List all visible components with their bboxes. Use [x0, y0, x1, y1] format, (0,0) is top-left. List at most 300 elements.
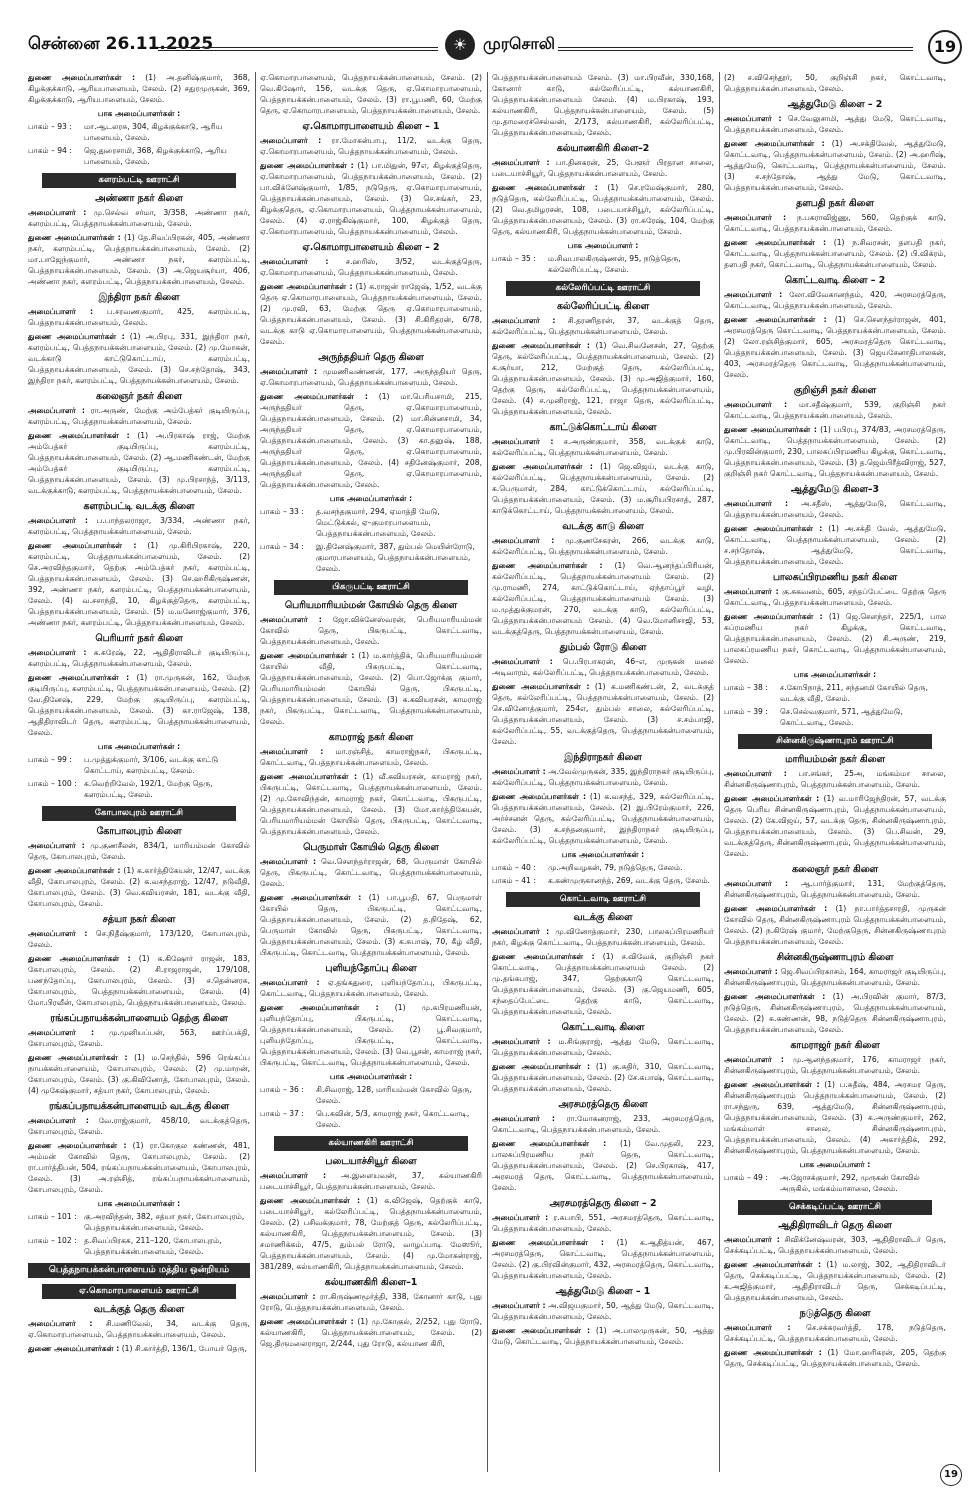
member-details: வே.ராஜ்குமார், 458/10, வடக்குத்தெரு, கோபாலபுரம், சேலம். [28, 1116, 250, 1136]
member-entry [492, 157, 714, 179]
role-label: அமைப்பாளர் : [28, 208, 87, 217]
member-details: ஏ.தங்கதுரை, புளியந்தோப்பு, பிகருபட்டி, கொட்டவாடி, பெத்தநாயக்கன்பாளையம், சேலம். [260, 978, 482, 998]
member-entry [724, 72, 946, 94]
member-entry [724, 113, 946, 135]
member-details: மா.ரஞ்சித், காமராஜ்நகர், பிகருபட்டி, கொட்டவாடி, பெத்தநாயக்கன்பாளையம், சேலம். [260, 747, 482, 767]
role-label: துணை அமைப்பாளர்கள் : [724, 524, 823, 533]
member-details: ஆ.பார்த்குமார், 131, மேற்குத்தெரு, சின்னகிருஷ்ணாபுரம், பெத்தநாயக்கன்பாளையம், சேலம். [724, 879, 946, 899]
member-entry [260, 771, 482, 837]
role-label: அமைப்பாளர் : [492, 927, 550, 936]
column-divider [487, 72, 488, 1472]
member-details: செ.சக்கரவர்த்தி, 178, நடுத்தெரு, செக்கடிப்பட்டி, பெத்தநாயக்கன்பாளையம், சேலம். [724, 1323, 946, 1343]
role-label: அமைப்பாளர் : [28, 1028, 95, 1037]
member-details: (1) செ.ரமேஷ்குமார், 280, நடுத்தெரு, கல்லேரிப்பட்டி, பெத்தநாயக்கன்பாளையம், சேலம். (2) வெ.தமிழரசன், 108, படையாச்சியூர், கல்லேரிப்பட்டி, பெத்தநாயக்கன்பாளையம், சேலம். (3) ரா.சுரேஷ், 104, மேற்கு தெரு, கல்யாணகிரி, பெத்தநாயக்கன்பாளையம், சேலம். [492, 183, 714, 236]
role-label: துணை அமைப்பாளர்கள் : [492, 952, 595, 961]
member-entry [260, 746, 482, 768]
role-label: துணை அமைப்பாளர்கள் : [724, 1080, 820, 1089]
member-details: (1) ப.சுதீஷ், 484, அரசமர தெரு, சின்னகிருஷ்ணாபுரம் பெத்தநாயக்கன்பாளையம், சேலம். (2) ரா.சந்துரு, 639, ஆத்துமேடு, சின்னகிருஷ்ணாபுரம், பெத்தநாயக்கன்பாளையம், சேலம். (3) சு.அருண்குமார், 262, மங்கம்மாள் சாலை, சின்னகிருஷ்ணாபுரம், பெத்தநாயக்கன்பாளையம், சேலம். (4) அகார்த்திக், 292, சின்னகிருஷ்ணாபுரம், பெத்தநாயக்கன்பாளையம், சேலம். [724, 1080, 946, 1155]
member-entry [724, 1347, 946, 1369]
member-entry [492, 461, 714, 516]
member-entry [724, 1054, 946, 1076]
member-entry [260, 135, 482, 157]
member-details: (1) செ.சௌந்தர்ராஜன், 401, அரசமரத்தெரு கொட்டவாடி, பெத்தநாயக்கன்பாளையம், சேலம். (2) லோ.ரஞ்சித்குமார், 605, அரசமரத்தெரு கொட்டவாடி, பெத்தநாயக்கன்பாளையம், சேலம். (3) ஜெயசேனாதிபாலகன், 403, அரசமரத்தெரு கொட்டவாடி, பெத்தநாயக்கன்பாளையம், சேலம். [724, 315, 946, 379]
member-details: ஜோ.விக்னேஸ்வரன், பெரியமாரியம்மன் கோவில் தெரு, பிகருபட்டி, கொட்டவாடி, பெத்தநாயக்கன்பாளையம், சேலம். [260, 615, 482, 646]
section-agent-details: மு.அறிவழகன், 79, நடுத்தெரு, சேலம். [548, 863, 683, 872]
member-details: மு.குணசீலன், 834/1, மாரியம்மன் கோவில் தெரு, கோபாலபுரம், சேலம். [28, 841, 250, 861]
role-label: அமைப்பாளர் : [28, 841, 85, 850]
branch-heading: படையாச்சியூர் கிளை [325, 1156, 417, 1167]
role-label: அமைப்பாளர் : [724, 769, 787, 778]
section-number: பாகம் – 102 : [28, 1236, 77, 1245]
member-details: ர.சுபாபி, 551, அரசமரத்தெரு, கொட்டவாடி, பெத்தநாயக்கன்பாளையம், சேலம். [492, 1213, 714, 1233]
section-agents-heading: பாக அமைப்பாளர்கள் : [329, 494, 413, 503]
role-label: அமைப்பாளர் : [260, 1171, 327, 1180]
member-entry [28, 1140, 250, 1195]
member-details: (1) ஜெ.விஜய், வடக்கு காடு, கல்லேரிப்பட்டி, பெத்தநாயக்கன்பாளையம், சேலம். (2) க.பெருமாள், 284, காட்டுக்கொட்டாய், கல்லேரிப்பட்டி, பெத்தநாயக்கன்பாளையம், சேலம். (3) ம.சூரியபிரசாத், 287, காடுக்கொட்டாய், பெத்தநாயக்கன்பாளையம், சேலம். [492, 462, 714, 515]
member-details: (1) ம.கார்த்திக், பெரியமாரியம்மன் கோயில் வீதி, பிகருபட்டி, கொட்டவாடி, பெத்தநாயக்கன்பாளையம், சேலம். (2) பொ.ஜோக்கு குமார், பெரியமாரியம்மன் கோயில் தெரு, பிகருபட்டி, பெத்தநாயக்கன்பாளையம், சேலம். (3) க.கவியரசன், காமராஜ் நகர், பிகருபட்டி, கொட்டவாடி, பெத்தநாயக்கன்பாளையம், சேலம். [260, 651, 482, 726]
member-details: (1) மு.கோகுல், 2/252, புது ரோடு, கல்யாணகிரி, பெத்தநாயக்கன்பாளையம், சேலம். (2) ஜெ.திருமலைராஜா, 2/244, புது ரோடு, கல்யாண கிரி, [260, 1317, 482, 1348]
member-details: ரா.மோகனராஜ், 233, அரசமரத்தெரு, கொட்டவாடி, பெத்தநாயக்கன்பாளையம், சேலம். [492, 1114, 714, 1134]
role-label: துணை அமைப்பாளர்கள் : [28, 1344, 120, 1353]
branch-heading: அண்ணா நகர் கிளை [95, 193, 183, 204]
role-label: துணை அமைப்பாளர்கள் : [28, 673, 130, 682]
member-entry [492, 315, 714, 337]
member-entry [28, 1027, 250, 1049]
member-entry [724, 498, 946, 520]
member-details: (1) சி.கார்த்தி, 136/1, போயர் தெரு, [121, 1344, 247, 1353]
section-agent-details: அ.ஜோசக்குமார், 292, முருகன் கோவில் அருகில், மங்கம்மாசாலை, சேலம். [780, 1173, 920, 1193]
section-number: பாகம் – 36 : [260, 1085, 304, 1094]
section-agents-heading: பாக அமைப்பாளர்கள் : [329, 1072, 413, 1081]
member-details: செ.நிதீஷ்குமார், 173/120, கோபாலபுரம், சேலம். [28, 929, 250, 949]
member-details: ரா.மோகன்பாபு, 11/2, வடக்கு தெரு, ஏ.கொமாரபாளையம், பெத்தநாயக்கன்பாளையம், சேலம். [260, 136, 482, 156]
section-agent-details: த.வசந்தகுமார், 294, ஏமாத்தி மேடு, மெட்டுக்கல், ஏ–குமாரபாளையம், பெத்தநாயக்கன்பாளையம், சேலம். [316, 507, 440, 538]
member-details: மு.ஆனந்தகுமார், 176, காமராஜர் நகர், சின்னகிருஷ்ணாபுரம், பெத்தநாயக்கன்பாளையம், சேலம். [724, 1055, 946, 1075]
member-details: (1) ச.விவேக், குறிஞ்சி நகர் கொட்டவாடி, பெத்தநாயக்கன்பாளையம் சேலம். (2) மு.தங்கபாஜ், 347, தெற்குகாடு கொட்டவாடி, பெத்தநாயக்கன்பாளையம், சேலம். (3) கு.ஜெயமணி, 605, சந்தைப்பேட்டை தெற்கு காடு, கொட்டவாடி, பெத்தநாயக்கன்பாளையம், சேலம். [492, 952, 714, 1016]
member-entry [492, 766, 714, 788]
panchayat-banner: கல்யாணகிரி ஊராட்சி [274, 1136, 468, 1151]
column-1 [28, 72, 250, 1472]
section-agent-row [260, 541, 482, 574]
member-entry [260, 391, 482, 490]
member-entry [724, 768, 946, 790]
member-entry [260, 1170, 482, 1192]
member-entry [260, 614, 482, 647]
role-label: துணை அமைப்பாளர்கள் : [724, 612, 823, 621]
panchayat-banner: சின்னகிருஷ்ணாபுரம் ஊராட்சி [738, 734, 932, 749]
role-label: அமைப்பாளர் : [492, 657, 553, 666]
member-entry [28, 1318, 250, 1340]
member-details: அ.இளையவன், 37, கல்யாணகிரி படையாச்சியூர், பெத்தநாயக்கன்பாளையம், சேலம். [260, 1171, 482, 1191]
member-entry [260, 366, 482, 388]
branch-heading: கலைஞர் நகர் கிளை [791, 864, 879, 875]
member-details: (1) க.ராஜன் ராஜேஷ், 1/52, வடக்கு தெரு ஏ.கொமாரபாளையம், பெத்தநாயக்கன்பாளையம், சேலம். (2) மு.ரவி, 63, மேற்கு தெரு ஏ.கொமாரபாளையம், பெத்தநாயக்கன்பாளையம், சேலம். (3) சி.கிரிதரன், 6/78, வடக்கு காடு ஏ.கொமாரபாளையம், பெத்தநாயக்கன்பாளையம், சேலம். [260, 282, 482, 346]
branch-heading: தும்பல் ரோடு கிளை [559, 642, 647, 653]
branch-heading: இந்திரா நகர் கிளை [98, 292, 180, 303]
role-label: துணை அமைப்பாளர்கள் : [260, 893, 362, 902]
member-entry [724, 966, 946, 988]
member-entry [724, 523, 946, 567]
member-details: மா.சதீஷ்குமார், 539, குறிஞ்சி நகர் கொட்டவாடி, பெத்தநாயக்கன்பாளையம், சேலம். [724, 400, 946, 420]
member-entry [724, 212, 946, 234]
member-details: (1) வ.மாரிஜேந்திரன், 57, வடக்கு தெரு பெரிய சின்னகிருஷ்ணாபுரம், பெத்தநாயக்கன்பாளையம், சேலம். (2) கே.விஜய், 57, வடக்கு தெரு, சின்னகிருஷ்ணாபுரம், பெத்தநாயக்கன்பாளையம், சேலம். (3) பெ.சிவன், 29, வடக்குத்தெரு, சின்னகிருஷ்ணாபுரம், பெத்தநாயக்கன்பாளையம், சேலம். [724, 794, 946, 858]
role-label: துணை அமைப்பாளர்கள் : [260, 392, 368, 401]
member-entry [28, 232, 250, 287]
member-details: (1) அ.பாலமுருகன், 50, ஆத்து மேடு, கொட்டவாடி, பெத்தநாயக்கன்பாளையம், சேலம். [492, 1326, 714, 1346]
member-entry [492, 1138, 714, 1193]
member-details: பெ.பிரபாகரன், 46–எ, முருகன் மலை அடிவாரம், கல்லேரிப்பட்டி, பெத்தநாயக்கன்பாளையம், சேலம். [492, 657, 714, 677]
member-details: (1) க.மணிகண்டன், 2, வடக்குத் தெரு, கல்லேரிப்பட்டி, பெத்தநாயக்கன்பாளையம், சேலம். (2) செ.வினோத்குமார், 254எ, தும்பல் சாலை, கல்லேரிப்பட்டி, பெத்தநாயக்கன்பாளையம், சேலம். (3) ச.சம்பாஜி, கல்லேரிப்பட்டி, 55, வடக்குத்தெரு, பெத்தநாயக்கன்பாளையம், சேலம். [492, 682, 714, 746]
member-entry [28, 331, 250, 386]
member-details: (1) அ.பிரவின் குமார், 87/3, நடுத்தெரு, சின்னகிருஷ்ணாபுரம், பெத்தநாயக்கன்பாளையம், சேலம். (2) சு.கண்ணன், 98, நடுத்தெரு சின்னகிருஷ்ணாபுரம், பெத்தநாயக்கன்பாளையம், சேலம். [724, 992, 946, 1034]
branch-heading: வடக்குத் தெரு கிளை [93, 1304, 185, 1315]
member-details: (1) ஜெ.சௌந்தர், 225/1, பால சுப்ரமணிய நகர் கிழக்கு, கொட்டவாடி, பெத்தநாயக்கன்பாளையம், சேலம். (2) சி.அருண், 219, பாலசுப்ரமணிய நகர், கொட்டவாடி, பெத்தநாயக்கன்பாளையம், சேலம். [724, 612, 946, 665]
section-agent-row [28, 145, 250, 167]
section-agent-details: சி.சிவராஜ், 128, மாரியம்மன் கோவில் தெரு, சேலம். [316, 1085, 472, 1105]
section-agent-details: ப.முத்துக்குமார், 3/106, வடக்கு காட்டு கொட்டாய், களரம்பட்டி, சேலம். [84, 755, 219, 775]
role-label: அமைப்பாளர் : [492, 1037, 551, 1046]
member-details: அ.சதீஸ், ஆத்துமேடு, கொட்டவாடி, பெத்தநாயக்கன்பாளையம், சேலம். [724, 499, 946, 519]
branch-heading: களரம்பட்டி வடக்கு கிளை [83, 501, 195, 512]
role-label: துணை அமைப்பாளர்கள் : [260, 1317, 354, 1326]
member-entry [724, 289, 946, 311]
role-label: துணை அமைப்பாளர்கள் : [492, 682, 590, 691]
member-entry [492, 1036, 714, 1058]
section-agents-heading: பாக அமைப்பாளர்கள் : [97, 1199, 181, 1208]
member-entry [492, 1300, 714, 1322]
member-details: (1) க.கிஷோர் ராஜன், 183, கோபாலபுரம், சேலம். (2) சி.ராஜராஜன், 179/108, பணந்தோப்பு, கோபாலபுரம், சேலம். (3) ச.தென்னரசு, கோபாலபுரம், பெத்தநாயக்கன்பாளையம், சேலம். (4) மோ.பிரவீன், கோபாலபுரம், பெத்தநாயக்கன்பாளையம், சேலம். [28, 954, 250, 1007]
member-details: (1) தே.சிவப்பிரகன், 405, அண்ணா நகர், களரம்பட்டி, பெத்தநாயக்கன்பாளையம், சேலம். (2) மா.பாஜேந்குமார், அண்ணா நகர், களரம்பட்டி, பெத்தநாயக்கன்பாளையம், சேலம். (3) அ.ஜெயசூர்யா, 406, அண்ணா நகர், களரம்பட்டி, பெத்தநாயக்கன்பாளையம், சேலம். [28, 233, 250, 286]
member-entry [492, 340, 714, 417]
member-details: அ.வேல்முருகன், 335, இந்திராநகர் குடியிருப்பு, கல்லேரிப்பட்டி, பெத்தநாயக்கன்பாளையம், சேலம். [492, 767, 714, 787]
member-entry [260, 1002, 482, 1068]
member-entry [28, 865, 250, 909]
role-label: அமைப்பாளர் : [724, 400, 788, 409]
sun-rising-icon: ☀ [445, 30, 475, 60]
member-details: ம.சிங்குராஜ், ஆத்து மேடு, கொட்டவாடி, பெத்தநாயக்கன்பாளையம், சேலம். [492, 1037, 714, 1057]
member-entry [724, 314, 946, 380]
role-label: துணை அமைப்பாளர்கள் : [260, 282, 353, 291]
member-details: (1) க.ஆதித்யன், 467, அரசமரத்தெரு, கொட்டவாடி, பெத்தநாயக்கன்பாளையம், சேலம். (2) கு.பிரவின்குமார், 432, அரசமரத்தெரு, கொட்டவாடி, பெத்தநாயக்கன்பாளையம், சேலம். [492, 1238, 714, 1280]
member-entry [724, 1322, 946, 1344]
role-label: துணை அமைப்பாளர்கள் : [492, 561, 603, 570]
section-agent-details: க.வெற்றிவேல், 192/1, மேற்கு தெரு, களரம்பட்டி, சேலம். [84, 779, 213, 799]
member-details: பா.தினகரன், 25, பேளூர் பிரதான சாலை, படையாச்சியூர், பெத்தநாயக்கன்பாளையம், சேலம். [492, 158, 714, 178]
role-label: அமைப்பாளர் : [28, 516, 88, 525]
section-number: பாகம் – 99 : [28, 755, 72, 764]
section-agent-details: ஜெ.துரைசாமி, 368, கிழக்குக்காடு, ஆரிய பாளையம், சேலம். [84, 146, 227, 166]
member-details: ப.பாந்தலராஜா, 3/334, அண்ணா நகர், களரம்பட்டி, பெத்தநாயக்கன்பாளையம், சேலம். [28, 516, 250, 536]
role-label: துணை அமைப்பாளர்கள் : [28, 332, 125, 341]
section-agents-heading: பாக அமைப்பாளர் : [799, 1160, 871, 1169]
role-label: துணை அமைப்பாளர்கள் : [724, 238, 826, 247]
member-details: (1) ரா.கோகுல கண்ணன், 481, அம்மன் கோவில் தெரு, கோபாலபுரம், சேலம். (2) ரா.பார்த்திபன், 504, ரங்கப்பநாயக்கன்பாளையம், கோபாலபுரம், சேலம். (3) அ.ரஞ்சித், ரங்கப்பநாயக்கன்பாளையம், கோபாலபுரம், சேலம். [28, 1141, 250, 1194]
role-label: துணை அமைப்பாளர்கள் : [28, 73, 135, 82]
member-entry [724, 138, 946, 193]
branch-heading: ஆத்துமேடு கிளை – 1 [555, 1286, 651, 1297]
member-details: ரா.அருண், மேற்கு அம்பேத்கர் குடியிருப்பு, களரம்பட்டி, பெத்தநாயக்கன்பாளையம், சேலம். [28, 406, 250, 426]
role-label: அமைப்பாளர் : [28, 406, 85, 415]
section-agent-details: த.சிவப்பிரகசு, 211–120, கோபாலபுரம், பெத்தநாயக்கன்பாளையம், சேலம். [84, 1236, 222, 1256]
member-entry [28, 1115, 250, 1137]
section-agent-row [28, 1235, 250, 1257]
branch-heading: சின்னகிருஷ்ணாபுரம் கிளை [776, 952, 894, 963]
column-divider [719, 72, 720, 1472]
member-details: ந.பகராவிஜ்ணு, 560, தெற்குக் காடு, கொட்டவாடி, பெத்தநாயக்கன்பாளையம், சேலம். [724, 213, 946, 233]
role-label: அமைப்பாளர் : [492, 1301, 546, 1310]
member-entry [28, 72, 250, 105]
section-agents-heading: பாக அமைப்பாளர்கள் : [561, 850, 645, 859]
member-entry [28, 840, 250, 862]
role-label: துணை அமைப்பாளர்கள் : [724, 1260, 822, 1269]
member-entry [492, 1113, 714, 1135]
role-label: துணை அமைப்பாளர்கள் : [260, 651, 355, 660]
member-details: சி.மணிவேல், 34, வடக்கு தெரு, ஏ.கொமாரபாளையம், பெத்தநாயக்கன்பாளையம், சேலம். [28, 1319, 250, 1339]
section-number: பாகம் – 94 : [28, 146, 72, 155]
member-details: மு.வினோத்குமார், 230, பாலசுப்பிரமணியர் நகர், கிழக்கு கொட்டவாடி, பெத்தநாயக்கன்பாளையம், சேலம். [492, 927, 714, 947]
branch-heading: கொட்டவாடி கிளை [561, 1022, 645, 1033]
role-label: துணை அமைப்பாளர்கள் : [28, 1053, 128, 1062]
role-label: துணை அமைப்பாளர்கள் : [28, 431, 130, 440]
section-agent-row [724, 706, 946, 728]
role-label: துணை அமைப்பாளர்கள் : [724, 904, 828, 913]
branch-heading: வடக்கு கிளை [573, 912, 633, 923]
branch-heading: கலைஞர் நகர் கிளை [95, 391, 183, 402]
member-details: ச.ஹரிஸ், 3/52, வடக்குத்தெரு, ஏ.கொமாரபாளையம், பெத்தநாயக்கன்பாளையம், சேலம். [260, 257, 482, 277]
branch-heading: ரங்கப்பநாயக்கன்பாளையம் தெற்கு கிளை [50, 1013, 228, 1024]
section-agent-details: ம.சிவபாலகிருஷ்ணன், 95, நடுத்தெரு, கல்லேரிப்பட்டி, சேலம். [548, 254, 681, 274]
branch-heading: பெரியமாரியம்மன் கோயில் தெரு கிளை [284, 600, 458, 611]
role-label: அமைப்பாளர் : [724, 587, 779, 596]
section-agent-row [260, 1084, 482, 1106]
masthead [28, 30, 962, 64]
member-entry [724, 793, 946, 859]
section-number: பாகம் – 38 : [724, 683, 768, 692]
section-agent-details: க.கண்முருகானந்த், 269, வடக்கு தெரு, சேலம். [548, 876, 710, 885]
member-details: (1) அ.சக்திவேல், ஆத்துமேடு, கொட்டவாடி, பெத்தநாயக்கன்பாளையம், சேலம். (2) அ.ஹரிஷ், ஆத்துமேடு, கொட்டவாடி, பெத்தநாயக்கன்பாளையம், சேலம். (3) ச.சந்தோஷ், ஆத்து மேடு, கொட்டவாடி, பெத்தநாயக்கன்பாளையம், சேலம். [724, 139, 946, 192]
role-label: அமைப்பாளர் : [260, 857, 317, 866]
member-details: ஜெ.சிவப்பிரகாசம், 164, காமராஜர் குடியிருப்பு, சின்னகிருஷ்ணாபுரம், பெத்தநாயக்கன்பாளையம், சேலம். [724, 967, 946, 987]
member-entry [260, 281, 482, 347]
section-agents-heading: பாக அமைப்பாளர் : [567, 241, 639, 250]
member-entry [28, 207, 250, 229]
member-details: (1) மு.சுபிரமணியன், புளியந்தோப்பு, பிகருபட்டி, கொட்டவாடி, பெத்தநாயக்கன்பாளையம், சேலம். (2) பூ.சிவகுமார், புளியந்தோப்பு, பிகருபட்டி, கொட்டவாடி, பெத்தநாயக்கன்பாளையம், சேலம். (3) வெ.பூசன், காமராஜ் நகர், பிகருபட்டி, கொட்டவாடி, பெத்தநாயக்கன்பாளையம், சேலம். [260, 1003, 482, 1067]
branch-heading: ஏ.கொமாரபாளையம் கிளை – 2 [302, 242, 440, 253]
member-details: முமணிவண்ணன், 177, அருந்ததியர் தெரு, ஏ.கொமாரபாளையம், பெத்தநாயக்கன்பாளையம், சேலம். [260, 367, 482, 387]
role-label: துணை அமைப்பாளர்கள் : [28, 1141, 127, 1150]
role-label: அமைப்பாளர் : [260, 747, 324, 756]
section-agent-row [28, 121, 250, 143]
role-label: துணை அமைப்பாளர்கள் : [28, 541, 137, 550]
role-label: அமைப்பாளர் : [724, 879, 789, 888]
branch-heading: பெருமாள் கோயில் தெரு கிளை [303, 842, 439, 853]
member-entry [724, 991, 946, 1035]
section-agent-row [28, 778, 250, 800]
member-entry [724, 237, 946, 270]
member-details: (1) பா.மிதுன், 97எ, கிழக்குத்தெரு, ஏ.கொமாரபாளையம், பெத்தநாயக்கன்பாளையம், சேலம். (2) பா.விக்னேஷ்குமார், 1/85, நடுதெரு, ஏ.கொமாரபாளையம், பெத்தநாயக்கன்பாளையம், சேலம். (3) செ.சங்கர், 23, கிழக்குதெரு, ஏ.கொமாரபாளையம், பெத்தநாயக்கன்பாளையம், சேலம். (4) ஏ.ராஜ்கிஷ்குமார், 100, கிழக்குத் தெரு, ஏ.கொமாரபாளையம், பெத்தநாயக்கன்பாளையம், சேலம். [260, 161, 482, 236]
role-label: துணை அமைப்பாளர்கள் : [724, 992, 826, 1001]
section-agent-row [492, 253, 714, 275]
member-entry [724, 424, 946, 479]
member-entry [260, 892, 482, 958]
member-entry [724, 1079, 946, 1156]
member-entry [260, 1195, 482, 1272]
branch-heading: கல்யாணகிரி கிளை–1 [324, 1277, 418, 1288]
member-entry [28, 405, 250, 427]
section-agent-details: இ.தினேஷ்குமார், 387, தும்பல் மெயின்ரோடு, குமாரபாளையம், பெத்தநாயக்கன்பாளையம், சேலம். [316, 542, 475, 573]
section-agent-row [28, 754, 250, 776]
member-details: ச.அருண்குமார், 358, வடக்குக் காடு, கல்லேரிப்பட்டி, பெத்தநாயக்கன்பாளையம், சேலம். [492, 437, 714, 457]
member-details: (1) க.விஜேஷ், தெற்குக் காடு, படையாச்சியூர், கல்லேரிப்பட்டி, பெத்தநாயக்கன்பாளையம், சேலம். (2) பசிவக்குமார், 78, மேற்குத் தெரு, கல்லேரிப்பட்டி, கல்யாணகிரி, பெத்தநாயக்கன்பாளையம், சேலம். (3) சமாணிக்கம், 47/5, தும்பல் ரோடு, வாழப்பாடி மேஸூர், பெத்தநாயக்கன்பாளையம், சேலம். (4) மு.மோகன்ராஜ், 381/289, கல்யாணகிரி, பெத்தநாயக்கன்பாளையம், சேலம். [260, 1196, 482, 1271]
role-label: அமைப்பாளர் : [724, 290, 783, 299]
role-label: துணை அமைப்பாளர்கள் : [724, 794, 820, 803]
member-details: (1) வீ.கவியரசன், காமராஜ் நகர், பிகருபட்டி, கொட்டவாடி, பெத்தநாயக்கன்பாளையம், சேலம். (2) மு.கோவிந்தன், காமராஜ் நகர், கொட்டவாடி, பிகருபட்டி, பெத்தநாயக்கன்பாளையம், சேலம். (3) மோ.கார்த்திகேயன், பெரியமாரியம்மன் கோயில் தெரு, பிகருபட்டி, கொட்டவாடி, பெத்தநாயக்கன்பாளையம், சேலம். [260, 772, 482, 836]
branch-heading: பெரியார் நகர் கிளை [95, 633, 183, 644]
role-label: துணை அமைப்பாளர்கள் : [724, 425, 817, 434]
branch-heading: காமராஜ் நகர் கிளை [328, 732, 414, 743]
section-agent-row [260, 506, 482, 539]
role-label: அமைப்பாளர் : [724, 1235, 780, 1244]
role-label: அமைப்பாளர் : [492, 767, 546, 776]
member-details: (1) அ.சக்தி வேல், ஆத்துமேடு, கொட்டவாடி, பெத்தநாயக்கன்பாளையம், சேலம். (2) ச.சந்தோஷ், ஆத்துமேடு, கொட்டவாடி, பெத்தநாயக்கன்பாளையம், சேலம். [724, 524, 946, 566]
member-entry [724, 399, 946, 421]
member-details: (1) ந.சிவரசன், தளபதி நகர், கொட்டவாடி, பெத்தநாயக்கன்பாளையம், சேலம். (2) பி.விக்ரம், தளபதி நகர், கொட்டவாடி, பெத்தநாயக்கன்பாளையம், சேலம். [724, 238, 946, 269]
role-label: அமைப்பாளர் : [492, 316, 556, 325]
member-entry [260, 160, 482, 237]
member-entry [492, 1325, 714, 1347]
branch-heading: சத்யா நகர் கிளை [102, 914, 176, 925]
member-details: ப.சரவணகுமார், 425, களரம்பட்டி, பெத்தநாயக்கன்பாளையம், சேலம். [28, 307, 250, 327]
member-details: (1) மோ.ஹரிகரன், 205, தெற்கு தெரு, செக்கடிப்பட்டி, பெத்தநாயக்கன்பாளையம், சேலம். [724, 1348, 946, 1368]
panchayat-banner: செக்கடிப்பட்டி ஊராட்சி [738, 1200, 932, 1215]
member-entry [28, 647, 250, 669]
role-label: அமைப்பாளர் : [260, 257, 329, 266]
role-label: அமைப்பாளர் : [724, 114, 782, 123]
member-entry [260, 256, 482, 278]
member-entry [28, 1052, 250, 1096]
section-number: பாகம் – 40 : [492, 863, 536, 872]
role-label: துணை அமைப்பாளர்கள் : [260, 161, 354, 170]
role-label: துணை அமைப்பாளர்கள் : [492, 183, 598, 192]
role-label: துணை அமைப்பாளர்கள் : [724, 139, 825, 148]
member-details: (1) வே.முதலி, 223, பாலசுப்பிரமணிய நகர் தெரு, கொட்டவாடி, பெத்தநாயக்கன்பாளையம், சேலம். (2) செ.பிரகாஷ், 417, அரசமரத் தெரு, கொட்டவாடி, பெத்தநாயக்கன்பாளையம், சேலம். [492, 1139, 714, 1192]
panchayat-banner: கல்லேரிப்பட்டி ஊராட்சி [506, 281, 700, 296]
member-entry [492, 681, 714, 747]
member-details: செ.வேலுசாமி, ஆத்து மேடு, கொட்டவாடி, பெத்தநாயக்கன்பாளையம், சேலம். [724, 114, 946, 134]
member-entry [28, 515, 250, 537]
member-details: (1) அ.தனிஷ்குமார், 368, கிழக்குக்காடு, ஆரியபாளையம், சேலம். (2) சதுரமுருகன், 369, கிழக்குக்காடு, ஆரியபாளையம், சேலம். [28, 73, 250, 104]
branch-heading: கோபாலபுரம் கிளை [96, 826, 182, 837]
branch-heading: ஏ.கொமாரபாளையம் கிளை – 1 [302, 121, 440, 132]
section-agents-heading: பாக அமைப்பாளர்கள் : [793, 670, 877, 679]
member-details: க.சுரேஷ், 22, ஆதிதிராவிடர் குடியிருப்பு, களரம்பட்டி, பெத்தநாயக்கன்பாளையம், சேலம். [28, 648, 250, 668]
section-agents-heading: பாக அமைப்பாளர்கள் : [97, 742, 181, 751]
role-label: துணை அமைப்பாளர்கள் : [492, 1139, 607, 1148]
member-details: (1) அ.பிரபு, 331, இந்திரா நகர், களரம்பட்டி, பெத்தநாயக்கன்பாளையம், சேலம். (2) மு.மோகன், வடக்காடு காட்டுகொட்டாய், களரம்பட்டி, பெத்தநாயக்கன்பாளையம், சேலம். (3) செ.சந்தோஷ், 343, இந்திரா நகர், களரம்பட்டி, பெத்தநாயக்கன்பாளையம், சேலம். [28, 332, 250, 385]
section-number: பாகம் – 39 : [724, 707, 768, 716]
branch-heading: புளியந்தோப்பு கிளை [325, 963, 417, 974]
section-agent-details: பெ.கவின், 5/3, காமராஜ் நகர், கொட்டவாடி, சேலம். [316, 1109, 470, 1129]
member-details: (1) வெ.சிவனேசன், 27, தெற்கு தெரு, கல்லேரிப்பட்டி, பெத்தநாயக்கன்பாளையம், சேலம். (2) க.சூர்யா, 212, மேற்குத் தெரு, கல்லேரிப்பட்டி, பெத்தநாயக்கன்பாளையம், சேலம். (3) மு.அஜித்குமார், 160, தெற்கு தெரு, கல்லேரிப்பட்டி, பெத்தநாயக்கன்பாளையம், சேலம். (4) ச.முனிராஜ், 121, ராஜா தெரு, கல்லேரிப்பட்டி, பெத்தநாயக்கன்பாளையம், சேலம். [492, 341, 714, 416]
role-label: துணை அமைப்பாளர்கள் : [28, 233, 121, 242]
member-entry [492, 1237, 714, 1281]
member-details: பா.சங்கர், 25அ, மங்கம்மா சாலை, சின்னகிருஷ்ணாபுரம், பெத்தநாயக்கன்பாளையம், சேலம். [724, 769, 946, 789]
member-details: (1) அ.பிரகாஷ் ராஜ், மேற்கு அம்பேத்கர் குடியிருப்பு, களரம்பட்டி, பெத்தநாயக்கன்பாளையம், சேலம். (2) ஆ.மணிகண்டன், மேற்கு அம்பேத்கர் குடியிருப்பு, களரம்பட்டி, பெத்தநாயக்கன்பாளையம், சேலம். (3) மு.பிரசாந்த், 3/113, வடக்குக்காடு, களரம்பட்டி, பெத்தநாயக்கன்பாளையம், சேலம். [28, 431, 250, 495]
branch-heading: அரசமரத்தெரு கிளை – 2 [549, 1198, 657, 1209]
branch-heading: குறிஞ்சி நகர் கிளை [793, 385, 877, 396]
member-entry [724, 611, 946, 666]
section-agent-row [28, 1211, 250, 1233]
member-details: (2) ச.விசெந்தூர், 50, குறிஞ்சி நகர், கொட்டவாடி, பெத்தநாயக்கன்பாளையம், சேலம். [724, 73, 946, 93]
section-agent-row [492, 862, 714, 873]
member-entry [260, 72, 482, 116]
branch-heading: காமராஜர் நகர் கிளை [790, 1040, 880, 1051]
role-label: அமைப்பாளர் : [724, 1323, 791, 1332]
member-entry [492, 182, 714, 237]
panchayat-banner: பிகருபட்டி ஊராட்சி [274, 580, 468, 595]
member-entry [28, 430, 250, 496]
member-details: (1) மு.கிரிபிரகாஷ், 220, களரம்பட்டி, பெத்தநாயக்கன்பாளையம், சேலம். (2) செ.அரவிந்தகுமார், தெற்கு அம்பேத்கர் நகர், களரம்பட்டி, பெத்தநாயக்கன்பாளையம், சேலம். (3) செ.ஹரிகிருஷ்ணன், 392, அண்ணா நகர், களரம்பட்டி, பெத்தநாயக்கன்பாளையம், சேலம். (4) வ.சசாந்தி, 10, கிழக்குத்தெரு, களரம்பட்டி, பெத்தநாயக்கன்பாளையம், சேலம். (5) ம.மனோஜ்குமார், 376, அண்ணா நகர், களரம்பட்டி, பெத்தநாயக்கன்பாளையம், சேலம். [28, 541, 250, 627]
union-banner: பெத்தநாயக்கன்பாளையம் மத்திய ஒன்றியம் [28, 1263, 250, 1278]
member-entry [28, 953, 250, 1008]
role-label: அமைப்பாளர் : [492, 437, 554, 446]
role-label: துணை அமைப்பாளர்கள் : [492, 1326, 591, 1335]
member-entry [28, 540, 250, 628]
panchayat-banner: கோபாலபுரம் ஊராட்சி [42, 806, 236, 821]
member-details: மு.செல்வ சர்மா, 3/358, அண்ணா நகர், களரம்பட்டி, பெத்தநாயக்கன்பாளையம், சேலம். [28, 208, 250, 228]
role-label: அமைப்பாளர் : [260, 978, 320, 987]
section-agent-details: மா.ஆடலரசு, 304, கிழக்குக்காடு, ஆரிய பாளையம், சேலம். [84, 122, 223, 142]
section-number: பாகம் – 37 : [260, 1109, 304, 1118]
branch-heading: ஆதிதிராவிடர் தெரு கிளை [778, 1220, 892, 1231]
panchayat-banner: கொட்டவாடி ஊராட்சி [506, 892, 700, 907]
member-details: (1) ரா.முருகன், 162, மேற்கு குடியிருப்பு, களரம்பட்டி, பெத்தநாயக்கன்பாளையம், சேலம். (2) வே.தினேஷ், 229, மேற்கு குடியிருப்பு, களரம்பட்டி, பெத்தநாயக்கன்பாளையம், சேலம். (3) கா.ராஜேஷ், 138, ஆதிதிராவிடர் தெரு, களரம்பட்டி, பெத்தநாயக்கன்பாளையம், சேலம். [28, 673, 250, 737]
member-entry [492, 951, 714, 1017]
column-2 [260, 72, 482, 1472]
member-entry [260, 856, 482, 889]
member-entry [492, 560, 714, 637]
role-label: அமைப்பாளர் : [492, 158, 550, 167]
section-agent-row [724, 682, 946, 704]
section-number: பாகம் – 41 : [492, 876, 536, 885]
member-entry [724, 1259, 946, 1303]
member-entry [260, 1316, 482, 1349]
role-label: துணை அமைப்பாளர்கள் : [492, 462, 593, 471]
branch-heading: அரசமரத்தெரு கிளை [558, 1099, 648, 1110]
role-label: துணை அமைப்பாளர்கள் : [492, 341, 590, 350]
role-label: அமைப்பாளர் : [260, 367, 317, 376]
member-details: சி.தரணிதரன், 37, வடக்குத் தெரு, கல்லேரிப்பட்டி, பெத்தநாயக்கன்பாளையம், சேலம். [492, 316, 714, 336]
member-entry [724, 903, 946, 947]
role-label: துணை அமைப்பாளர்கள் : [260, 772, 358, 781]
role-label: அமைப்பாளர் : [724, 967, 778, 976]
member-entry [724, 1234, 946, 1256]
member-entry [28, 928, 250, 950]
role-label: அமைப்பாளர் : [724, 1055, 784, 1064]
branch-heading: அருந்ததியர் தெரு கிளை [318, 352, 424, 363]
member-details: (1) நா.பார்த்தசாரதி, முருகன் கோவில் தெரு, சின்னகிருஷ்ணாபுரம் பெத்தநாயக்கன்பாளையம், சேலம். (2) ந.கிரேஷ் குமார், மேற்குதெரு, சின்னகிருஷ்ணாபுரம் பெத்தநாயக்கன்பாளையம், சேலம். [724, 904, 946, 946]
member-entry [28, 672, 250, 738]
branch-heading: மாரியம்மன் நகர் கிளை [785, 754, 885, 765]
member-details: (1) க.வசந்த், 329, கல்லேரிப்பட்டி, பெத்தநாயக்கன்பாளையம், சேலம். (2) இ.பிரேம்குமார், 226, அர்ச்சனன் தெரு, கல்லேரிப்பட்டி, பெத்தநாயக்கன்பாளையம், சேலம். (3) க.சந்தனகுமார், இந்திராநகர் குடியிருப்பு, கல்லேரிப்பட்டி, பெத்தநாயக்கன்பாளையம், சேலம். [492, 792, 714, 845]
section-number: பாகம் – 93 : [28, 122, 72, 131]
panchayat-banner: ஏ.கொமாரபாளையம் ஊராட்சி [42, 1284, 236, 1299]
member-entry [260, 1291, 482, 1313]
member-details: (1) ம.செந்தில், 596 ரெங்கப்ப நாயக்கன்பாளையம், கோபாலபுரம், சேலம். (2) மு.மாறன், கோபாலபுரம், சேலம். (3) கு.கிவினோத், கோபாலபுரம், சேலம். (4) முகேஷ்குமார், சத்யா நகர், கோபாலபுரம், சேலம். [28, 1053, 250, 1095]
section-agent-row [724, 1172, 946, 1194]
member-details: அ.விஜயகுமார், 50, ஆத்து மேடு, கொட்டவாடி, பெத்தநாயக்கன்பாளையம், சேலம். [492, 1301, 714, 1321]
section-agents-heading: பாக அமைப்பாளர்கள் : [97, 109, 181, 118]
